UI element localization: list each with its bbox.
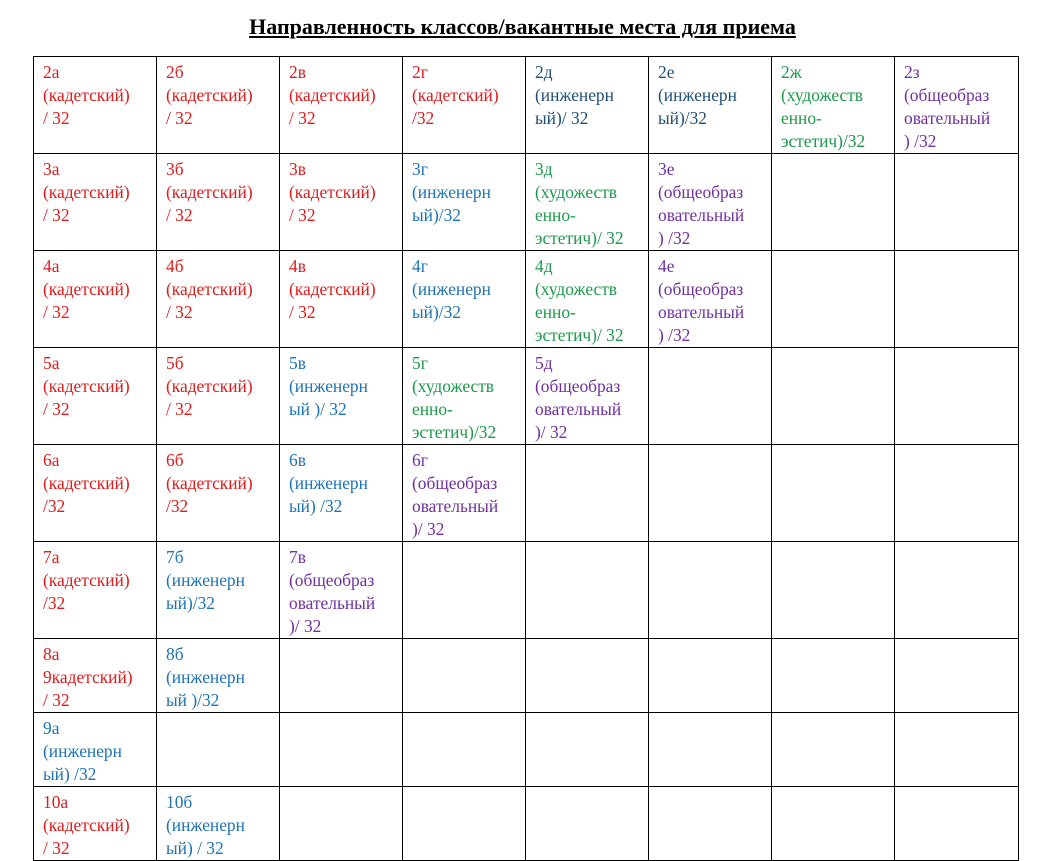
class-label: 6а (кадетский) /32 (43, 450, 130, 516)
class-label: 3е (общеобраз овательный ) /32 (658, 159, 745, 248)
empty-cell (649, 639, 772, 713)
classes-table-body (34, 57, 1019, 861)
empty-cell (895, 154, 1019, 251)
class-label: 5д (общеобраз овательный )/ 32 (535, 353, 622, 442)
class-label: 2з (общеобраз овательный ) /32 (904, 62, 991, 151)
empty-cell (280, 713, 403, 787)
empty-cell (403, 787, 526, 861)
empty-cell (895, 639, 1019, 713)
class-cell (157, 251, 280, 348)
table-row (34, 787, 1019, 861)
class-cell (34, 57, 157, 154)
class-label: 10а (кадетский) / 32 (43, 792, 130, 858)
class-cell (403, 445, 526, 542)
table-row (34, 154, 1019, 251)
empty-cell (772, 639, 895, 713)
class-cell (157, 787, 280, 861)
empty-cell (157, 713, 280, 787)
class-cell (34, 639, 157, 713)
table-row (34, 445, 1019, 542)
class-label: 3д (художеств енно- эстетич)/ 32 (535, 159, 624, 248)
class-cell (526, 154, 649, 251)
empty-cell (526, 713, 649, 787)
class-cell (526, 251, 649, 348)
class-cell (649, 154, 772, 251)
class-label: 6в (инженерн ый) /32 (289, 450, 368, 516)
table-row (34, 639, 1019, 713)
class-cell (280, 445, 403, 542)
table-row (34, 542, 1019, 639)
empty-cell (280, 639, 403, 713)
empty-cell (649, 713, 772, 787)
class-cell (34, 713, 157, 787)
empty-cell (772, 787, 895, 861)
class-cell (34, 787, 157, 861)
empty-cell (649, 787, 772, 861)
empty-cell (403, 542, 526, 639)
empty-cell (772, 251, 895, 348)
class-cell (772, 57, 895, 154)
class-label: 5б (кадетский) / 32 (166, 353, 253, 419)
document-title: Направленность классов/вакантные места для приема (249, 14, 796, 39)
class-label: 7а (кадетский) /32 (43, 547, 130, 613)
class-cell (403, 57, 526, 154)
class-label: 8б (инженерн ый )/32 (166, 644, 245, 710)
empty-cell (649, 348, 772, 445)
empty-cell (526, 639, 649, 713)
class-label: 4б (кадетский) / 32 (166, 256, 253, 322)
class-label: 7б (инженерн ый)/32 (166, 547, 245, 613)
class-label: 3в (кадетский) / 32 (289, 159, 376, 225)
class-cell (34, 445, 157, 542)
class-label: 6б (кадетский) /32 (166, 450, 253, 516)
class-label: 4в (кадетский) / 32 (289, 256, 376, 322)
class-label: 2в (кадетский) / 32 (289, 62, 376, 128)
empty-cell (895, 348, 1019, 445)
class-cell (157, 57, 280, 154)
class-label: 2д (инженерн ый)/ 32 (535, 62, 614, 128)
empty-cell (772, 713, 895, 787)
class-label: 8а 9кадетский) / 32 (43, 644, 133, 710)
class-cell (280, 348, 403, 445)
class-label: 3б (кадетский) / 32 (166, 159, 253, 225)
class-cell (403, 251, 526, 348)
class-label: 4е (общеобраз овательный ) /32 (658, 256, 745, 345)
class-cell (34, 251, 157, 348)
class-label: 3а (кадетский) / 32 (43, 159, 130, 225)
empty-cell (895, 251, 1019, 348)
class-label: 5г (художеств енно- эстетич)/32 (412, 353, 497, 442)
class-cell (649, 57, 772, 154)
empty-cell (526, 445, 649, 542)
class-label: 2г (кадетский) /32 (412, 62, 499, 128)
class-cell (157, 445, 280, 542)
empty-cell (649, 542, 772, 639)
class-cell (34, 542, 157, 639)
class-cell (403, 348, 526, 445)
empty-cell (403, 639, 526, 713)
table-row (34, 713, 1019, 787)
empty-cell (649, 445, 772, 542)
class-cell (895, 57, 1019, 154)
class-cell (157, 639, 280, 713)
class-cell (280, 251, 403, 348)
empty-cell (895, 445, 1019, 542)
empty-cell (772, 445, 895, 542)
class-label: 3г (инженерн ый)/32 (412, 159, 491, 225)
class-cell (403, 154, 526, 251)
class-cell (526, 57, 649, 154)
class-cell (280, 154, 403, 251)
class-label: 5в (инженерн ый )/ 32 (289, 353, 368, 419)
class-cell (157, 542, 280, 639)
table-row (34, 348, 1019, 445)
empty-cell (772, 154, 895, 251)
class-cell (526, 348, 649, 445)
table-row (34, 251, 1019, 348)
empty-cell (526, 787, 649, 861)
class-label: 7в (общеобраз овательный )/ 32 (289, 547, 376, 636)
class-label: 9а (инженерн ый) /32 (43, 718, 122, 784)
empty-cell (895, 787, 1019, 861)
empty-cell (403, 713, 526, 787)
class-label: 4а (кадетский) / 32 (43, 256, 130, 322)
class-label: 10б (инженерн ый) / 32 (166, 792, 245, 858)
empty-cell (895, 542, 1019, 639)
empty-cell (280, 787, 403, 861)
class-cell (34, 154, 157, 251)
class-label: 2а (кадетский) / 32 (43, 62, 130, 128)
class-cell (157, 154, 280, 251)
class-label: 4д (художеств енно- эстетич)/ 32 (535, 256, 624, 345)
class-cell (649, 251, 772, 348)
empty-cell (772, 348, 895, 445)
class-cell (280, 57, 403, 154)
class-label: 4г (инженерн ый)/32 (412, 256, 491, 322)
empty-cell (772, 542, 895, 639)
class-label: 2б (кадетский) / 32 (166, 62, 253, 128)
class-cell (34, 348, 157, 445)
class-cell (157, 348, 280, 445)
table-row (34, 57, 1019, 154)
class-label: 5а (кадетский) / 32 (43, 353, 130, 419)
empty-cell (526, 542, 649, 639)
class-cell (280, 542, 403, 639)
class-label: 2е (инженерн ый)/32 (658, 62, 737, 128)
class-label: 2ж (художеств енно- эстетич)/32 (781, 62, 866, 151)
empty-cell (895, 713, 1019, 787)
classes-table (33, 56, 1019, 861)
class-label: 6г (общеобраз овательный )/ 32 (412, 450, 499, 539)
